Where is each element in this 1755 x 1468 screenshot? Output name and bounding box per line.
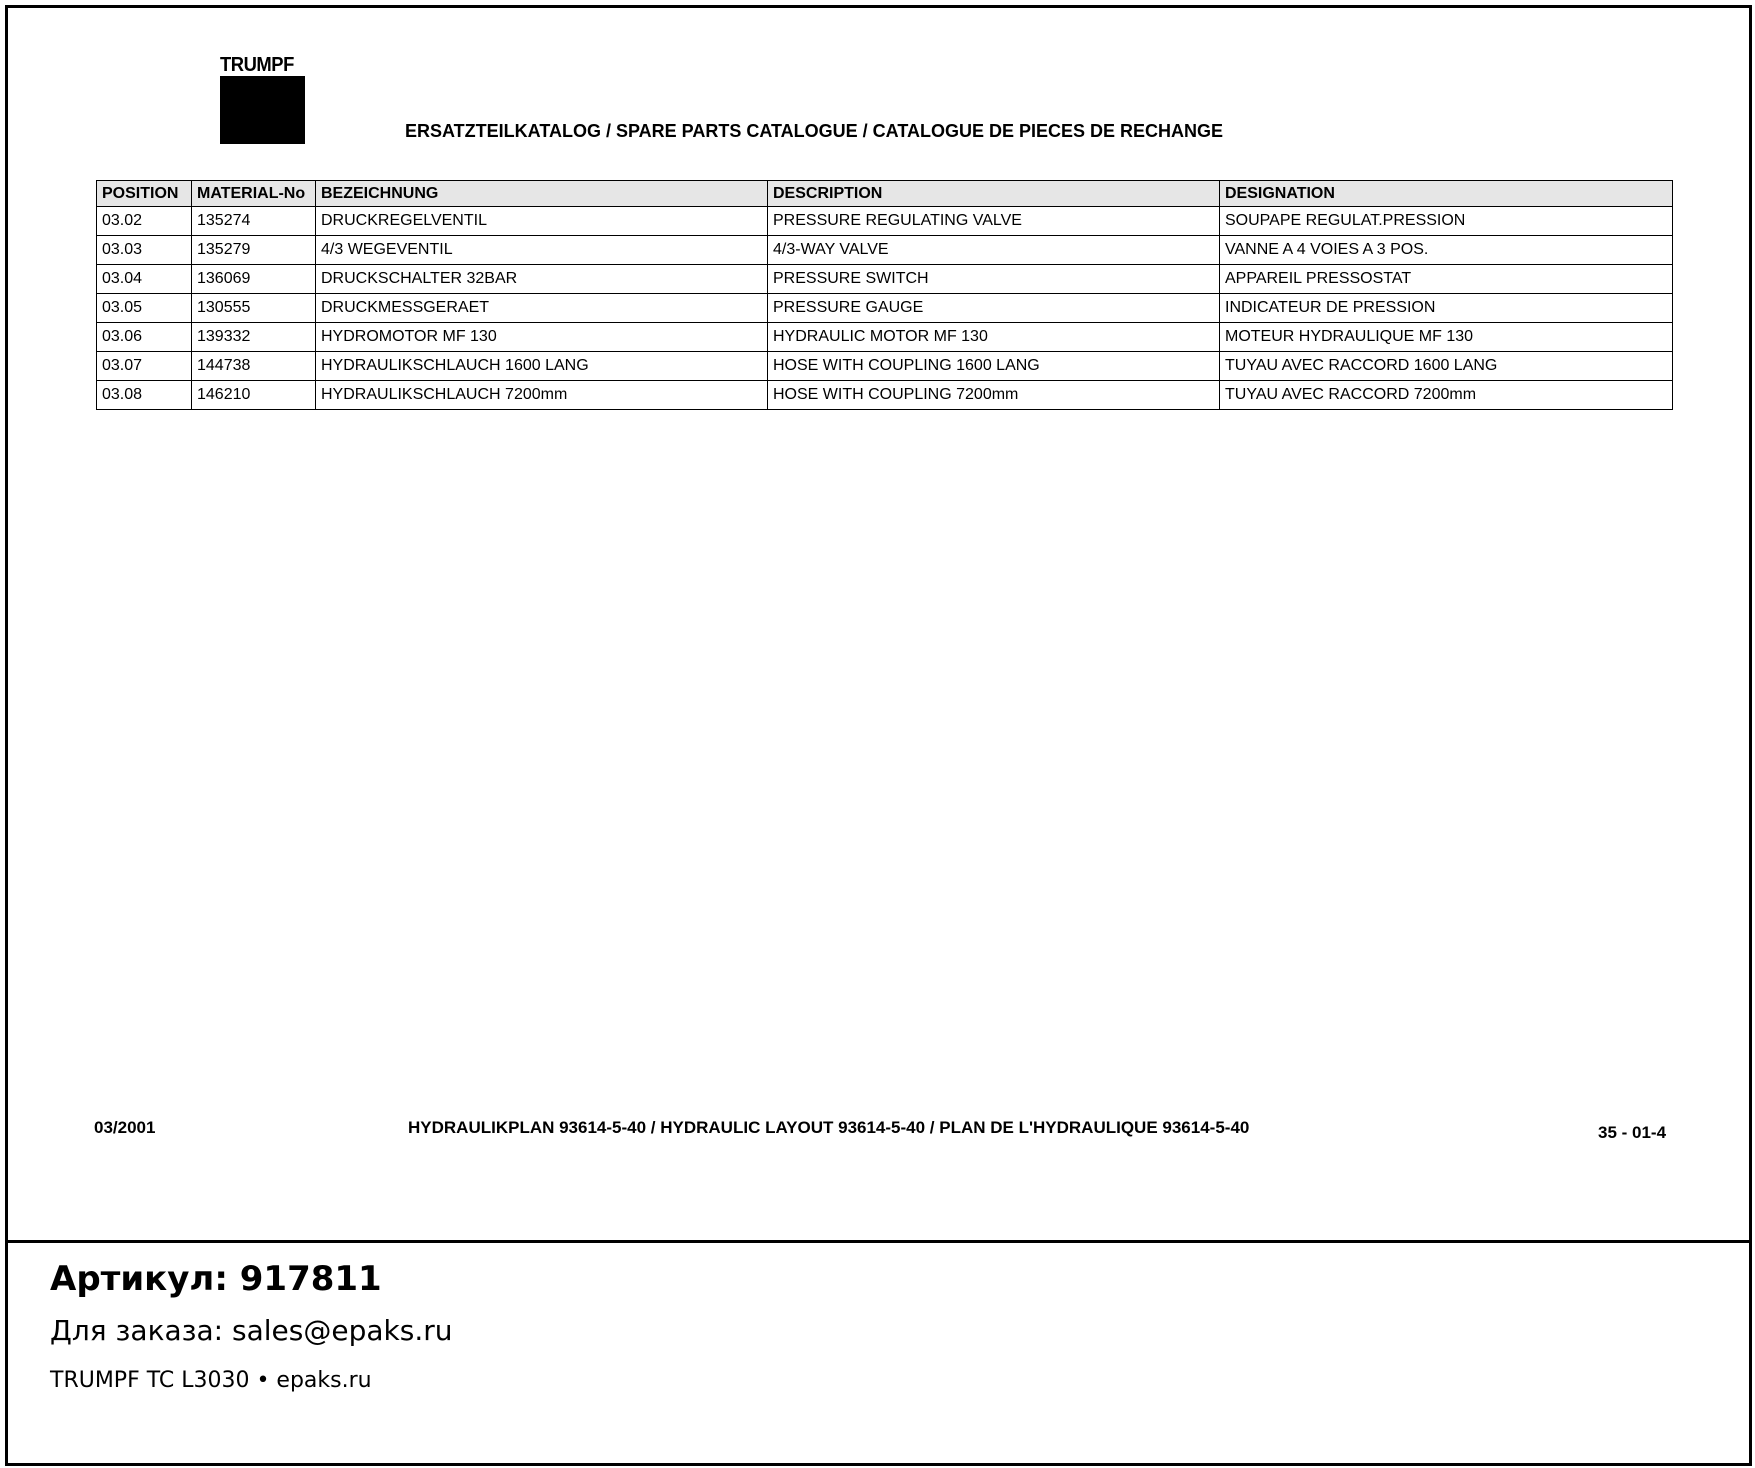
cell-position: 03.05 bbox=[97, 294, 192, 323]
cell-position: 03.07 bbox=[97, 352, 192, 381]
section-divider bbox=[5, 1240, 1752, 1243]
table-row bbox=[97, 265, 1673, 294]
cell-position: 03.04 bbox=[97, 265, 192, 294]
logo-text: TRUMPF bbox=[220, 54, 294, 76]
cell-bezeichnung: DRUCKREGELVENTIL bbox=[316, 207, 768, 236]
cell-designation: TUYAU AVEC RACCORD 7200mm bbox=[1220, 381, 1673, 410]
cell-material-no: 136069 bbox=[192, 265, 316, 294]
cell-description: HYDRAULIC MOTOR MF 130 bbox=[768, 323, 1220, 352]
cell-description: HOSE WITH COUPLING 7200mm bbox=[768, 381, 1220, 410]
parts-table bbox=[96, 180, 1673, 410]
column-header-description: DESCRIPTION bbox=[768, 181, 1220, 207]
cell-designation: VANNE A 4 VOIES A 3 POS. bbox=[1220, 236, 1673, 265]
article-number: Артикул: 917811 bbox=[50, 1259, 382, 1299]
column-header-material-no: MATERIAL-No bbox=[192, 181, 316, 207]
cell-position: 03.08 bbox=[97, 381, 192, 410]
trumpf-logo bbox=[220, 54, 305, 144]
cell-position: 03.03 bbox=[97, 236, 192, 265]
table-row bbox=[97, 352, 1673, 381]
cell-bezeichnung: DRUCKMESSGERAET bbox=[316, 294, 768, 323]
cell-description: HOSE WITH COUPLING 1600 LANG bbox=[768, 352, 1220, 381]
cell-bezeichnung: HYDRAULIKSCHLAUCH 1600 LANG bbox=[316, 352, 768, 381]
column-header-designation: DESIGNATION bbox=[1220, 181, 1673, 207]
cell-material-no: 135274 bbox=[192, 207, 316, 236]
cell-designation: APPAREIL PRESSOSTAT bbox=[1220, 265, 1673, 294]
cell-bezeichnung: 4/3 WEGEVENTIL bbox=[316, 236, 768, 265]
cell-position: 03.02 bbox=[97, 207, 192, 236]
cell-description: PRESSURE GAUGE bbox=[768, 294, 1220, 323]
cell-description: PRESSURE REGULATING VALVE bbox=[768, 207, 1220, 236]
cell-designation: MOTEUR HYDRAULIQUE MF 130 bbox=[1220, 323, 1673, 352]
table-row bbox=[97, 323, 1673, 352]
column-header-position: POSITION bbox=[97, 181, 192, 207]
table-row bbox=[97, 207, 1673, 236]
cell-material-no: 144738 bbox=[192, 352, 316, 381]
order-contact: Для заказа: sales@epaks.ru bbox=[50, 1314, 453, 1347]
footer-date: 03/2001 bbox=[94, 1118, 156, 1137]
cell-bezeichnung: HYDROMOTOR MF 130 bbox=[316, 323, 768, 352]
footer-page-number: 35 - 01-4 bbox=[1598, 1123, 1667, 1142]
cell-designation: TUYAU AVEC RACCORD 1600 LANG bbox=[1220, 352, 1673, 381]
cell-designation: INDICATEUR DE PRESSION bbox=[1220, 294, 1673, 323]
cell-description: 4/3-WAY VALVE bbox=[768, 236, 1220, 265]
footer-layout-title: HYDRAULIKPLAN 93614-5-40 / HYDRAULIC LAYOUT 93614-5-40 / PLAN DE L'HYDRAULIQUE 93614-5-40 bbox=[408, 1118, 1250, 1137]
cell-bezeichnung: DRUCKSCHALTER 32BAR bbox=[316, 265, 768, 294]
logo-block bbox=[220, 76, 305, 144]
model-site: TRUMPF TC L3030 • epaks.ru bbox=[50, 1368, 372, 1393]
cell-position: 03.06 bbox=[97, 323, 192, 352]
cell-description: PRESSURE SWITCH bbox=[768, 265, 1220, 294]
cell-bezeichnung: HYDRAULIKSCHLAUCH 7200mm bbox=[316, 381, 768, 410]
table-row bbox=[97, 236, 1673, 265]
table-row bbox=[97, 294, 1673, 323]
table-header-row bbox=[97, 181, 1673, 207]
cell-material-no: 135279 bbox=[192, 236, 316, 265]
column-header-bezeichnung: BEZEICHNUNG bbox=[316, 181, 768, 207]
table-row bbox=[97, 381, 1673, 410]
cell-material-no: 146210 bbox=[192, 381, 316, 410]
cell-designation: SOUPAPE REGULAT.PRESSION bbox=[1220, 207, 1673, 236]
cell-material-no: 130555 bbox=[192, 294, 316, 323]
cell-material-no: 139332 bbox=[192, 323, 316, 352]
catalog-title: ERSATZTEILKATALOG / SPARE PARTS CATALOGUE / CATALOGUE DE PIECES DE RECHANGE bbox=[405, 121, 1224, 141]
